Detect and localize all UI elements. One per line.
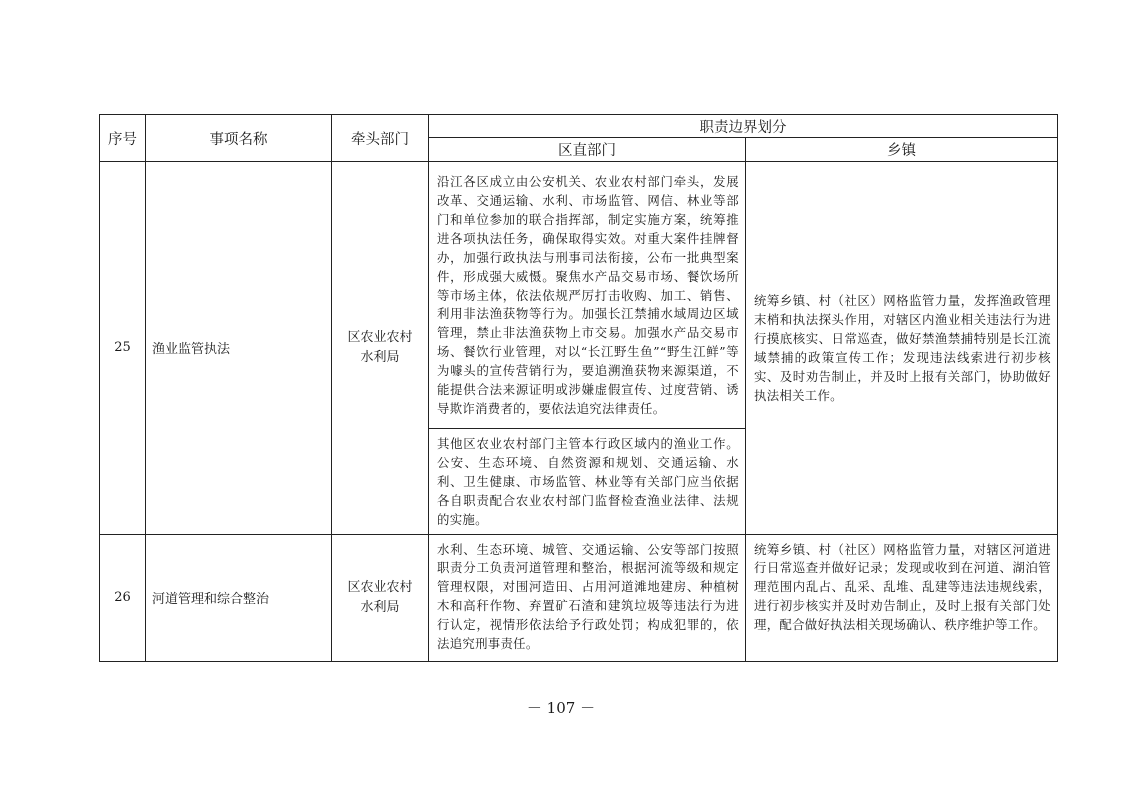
row-seq: 25 [100, 162, 146, 535]
header-item-name: 事项名称 [146, 115, 332, 162]
row-township-text: 统筹乡镇、村（社区）网格监管力量，对辖区河道进行日常巡查并做好记录；发现或收到在河道、湖泊管理范围内乱占、乱采、乱堆、乱建等违法违规线索，进行初步核实并及时劝告制止，及时上报有关部门处理，配合做好执法相关现场确认、秩序维护等工作。 [746, 534, 1058, 661]
header-seq: 序号 [100, 115, 146, 162]
lead-dept-line1: 区农业农村 [347, 579, 413, 595]
header-division: 职责边界划分 [429, 115, 1058, 138]
row-lead-dept [332, 162, 429, 535]
header-district: 区直部门 [429, 138, 746, 162]
table-row [100, 162, 1058, 429]
row-district-text: 沿江各区成立由公安机关、农业农村部门牵头，发展改革、交通运输、水利、市场监管、网信、林业等部门和单位参加的联合指挥部，制定实施方案，统筹推进各项执法任务，确保取得实效。对重大案件挂牌督办，加强行政执法与刑事司法衔接，公布一批典型案件，形成强大威慑。聚焦水产品交易市场、餐饮场所等市场主体，依法依规严厉打击收购、加工、销售、利用非法渔获物等行为。加强长江禁捕水域周边区域管理，禁止非法渔获物上市交易。加强水产品交易市场、餐饮行业管理，对以“长江野生鱼”“野生江鲜”等为噱头的宣传营销行为，要追溯渔获物来源渠道，不能提供合法来源证明或涉嫌虚假宣传、过度营销、诱导欺诈消费者的，要依法追究法律责任。 [429, 162, 746, 429]
header-township: 乡镇 [746, 138, 1058, 162]
lead-dept-line2: 水利局 [360, 599, 400, 615]
row-district-text-other: 其他区农业农村部门主管本行政区域内的渔业工作。公安、生态环境、自然资源和规划、交通运输、水利、卫生健康、市场监管、林业等有关部门应当依据各自职责配合农业农村部门监督检查渔业法律、法规的实施。 [429, 429, 746, 535]
row-seq: 26 [100, 534, 146, 661]
header-row-1 [100, 115, 1058, 138]
table-row [100, 534, 1058, 661]
page-number: － 107 － [526, 699, 596, 717]
row-district-text: 水利、生态环境、城管、交通运输、公安等部门按照职责分工负责河道管理和整治，根据河流等级和规定管理权限，对围河造田、占用河道滩地建房、种植树木和高秆作物、弃置矿石渣和建筑垃圾等违法行为进行认定，视情形依法给予行政处罚；构成犯罪的，依法追究刑事责任。 [429, 534, 746, 661]
lead-dept-line1: 区农业农村 [347, 329, 413, 345]
row-township-text: 统筹乡镇、村（社区）网格监管力量，发挥渔政管理末梢和执法探头作用，对辖区内渔业相关违法行为进行摸底核实、日常巡查，做好禁渔禁捕特别是长江流域禁捕的政策宣传工作；发现违法线索进行初步核实、及时劝告制止，并及时上报有关部门，协助做好执法相关工作。 [746, 162, 1058, 535]
lead-dept-line2: 水利局 [360, 349, 400, 365]
row-lead-dept [332, 534, 429, 661]
header-lead-dept: 牵头部门 [332, 115, 429, 162]
row-item-name: 渔业监管执法 [146, 162, 332, 535]
row-item-name: 河道管理和综合整治 [146, 534, 332, 661]
responsibility-table [99, 114, 1058, 662]
